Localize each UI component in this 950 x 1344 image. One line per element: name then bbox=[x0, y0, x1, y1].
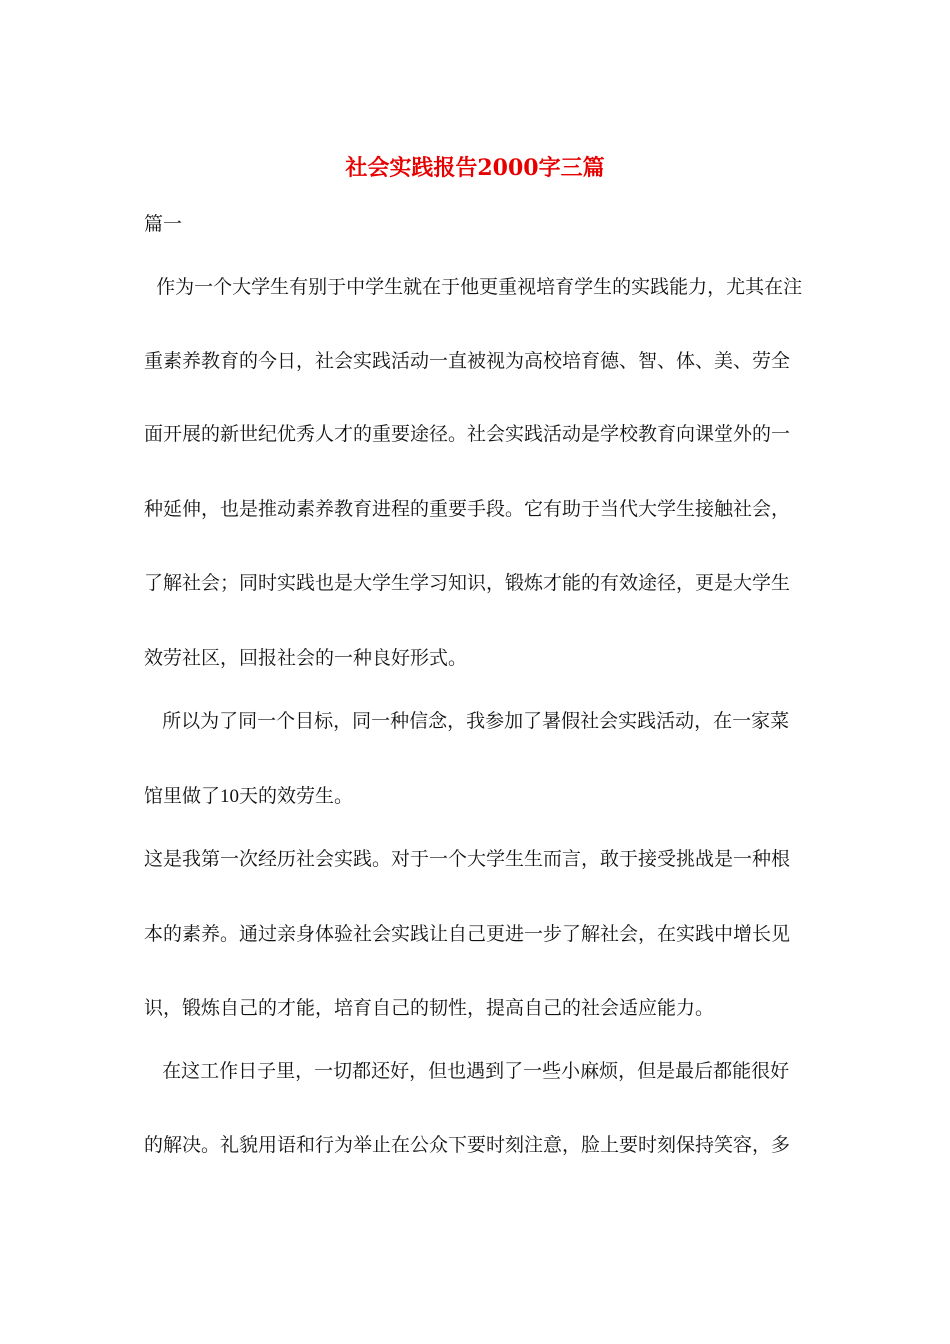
paragraph-line: 在这工作日子里，一切都还好，但也遇到了一些小麻烦，但是最后都能很好 bbox=[144, 1060, 790, 1082]
paragraph-line: 这是我第一次经历社会实践。对于一个大学生生而言，敢于接受挑战是一种根 bbox=[144, 848, 791, 870]
paragraph-line bbox=[144, 780, 806, 813]
paragraph-line: 种延伸，也是推动素养教育进程的重要手段。它有助于当代大学生接触社会， bbox=[144, 498, 791, 520]
paragraph-line: 作为一个大学生有别于中学生就在于他更重视培育学生的实践能力，尤其在注 bbox=[144, 276, 803, 298]
paragraph-line: 的解决。礼貌用语和行为举止在公众下要时刻注意，脸上要时刻保持笑容，多 bbox=[144, 1134, 791, 1156]
paragraph-line: 重素养教育的今日，社会实践活动一直被视为高校培育德、智、体、美、劳全 bbox=[144, 350, 791, 372]
section-heading: 篇一 bbox=[144, 213, 183, 235]
paragraph-line: 了解社会；同时实践也是大学生学习知识，锻炼才能的有效途径，更是大学生 bbox=[144, 572, 791, 594]
paragraph-line: 面开展的新世纪优秀人才的重要途径。社会实践活动是学校教育向课堂外的一 bbox=[144, 423, 791, 445]
document-title: 社会实践报告2000字三篇 bbox=[345, 155, 605, 181]
paragraph-line: 所以为了同一个目标，同一种信念，我参加了暑假社会实践活动，在一家菜 bbox=[144, 710, 790, 732]
paragraph-line: 识，锻炼自己的才能，培育自己的韧性，提高自己的社会适应能力。 bbox=[144, 997, 715, 1019]
line-text: 馆里做了 bbox=[144, 785, 221, 807]
paragraph-line: 本的素养。通过亲身体验社会实践让自己更进一步了解社会，在实践中增长见 bbox=[144, 923, 791, 945]
line-number: 10 bbox=[220, 786, 240, 807]
paragraph-line: 效劳社区，回报社会的一种良好形式。 bbox=[144, 647, 468, 669]
line-text: 天的效劳生。 bbox=[239, 785, 354, 807]
